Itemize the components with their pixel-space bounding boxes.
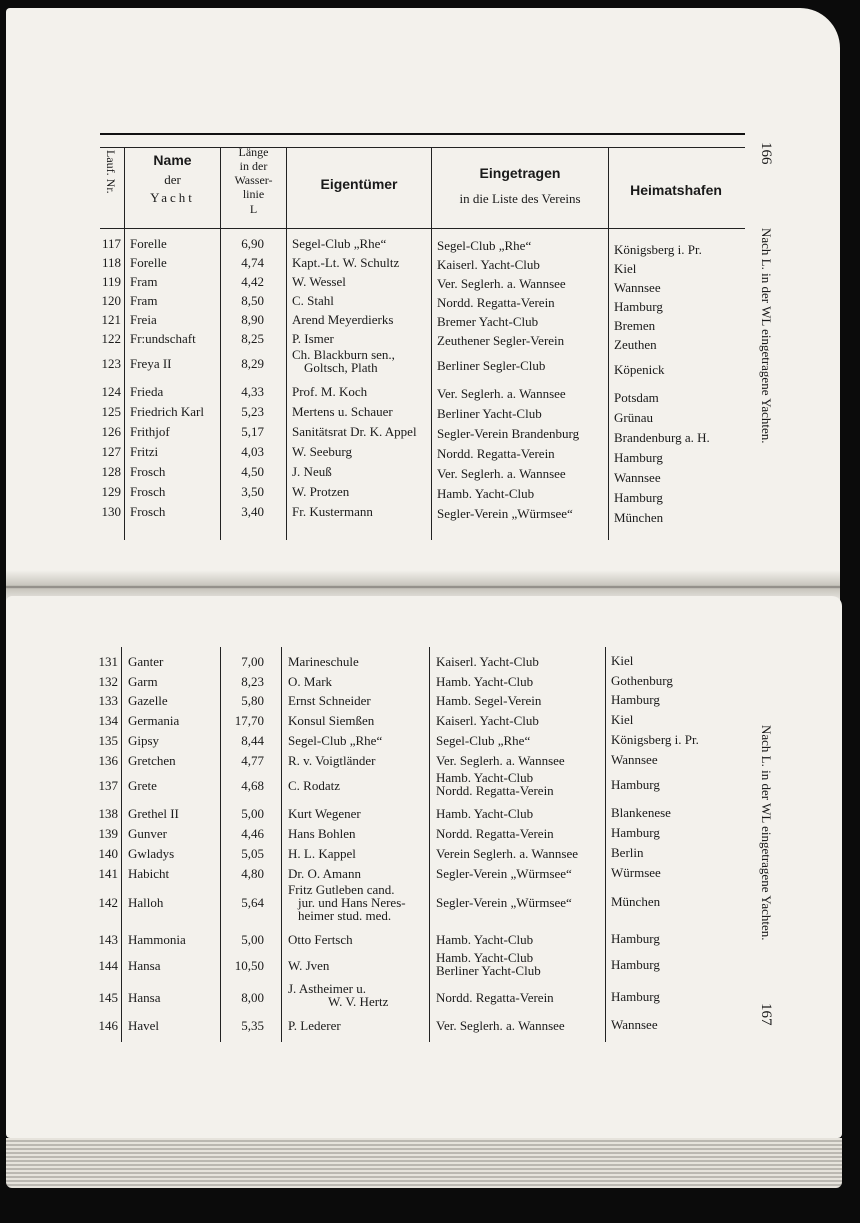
row-number: 145 (98, 990, 118, 1005)
owner-name: Mertens u. Schauer (292, 404, 393, 419)
yacht-name: Fr:undschaft (130, 331, 196, 346)
club-register: Kaiserl. Yacht-Club (437, 257, 540, 272)
club-register: Berliner Segler-Club (437, 358, 546, 373)
waterline-length: 6,90 (241, 236, 264, 251)
waterline-length: 17,70 (234, 713, 264, 728)
row-number: 130 (101, 504, 121, 519)
yacht-name: Freya II (130, 356, 172, 371)
home-port: München (614, 510, 664, 525)
yacht-name: Hammonia (128, 932, 186, 947)
row-number: 141 (98, 866, 118, 881)
yacht-name: Friedrich Karl (130, 404, 205, 419)
club-register: Kaiserl. Yacht-Club (436, 654, 539, 669)
home-port: Köpenick (614, 362, 665, 377)
col-sep (286, 147, 287, 540)
row-number: 139 (98, 826, 118, 841)
club-register: Segel-Club „Rhe“ (436, 733, 531, 748)
yacht-name: Frosch (130, 504, 166, 519)
yacht-name: Gwladys (128, 846, 175, 861)
owner-name-cont: jur. und Hans Neres- (298, 895, 406, 910)
row-number: 124 (101, 384, 121, 399)
row-number: 125 (101, 404, 121, 419)
waterline-length: 4,77 (241, 753, 264, 768)
club-register: Kaiserl. Yacht-Club (436, 713, 539, 728)
owner-name: W. Jven (288, 958, 330, 973)
owner-name: Dr. O. Amann (288, 866, 361, 881)
running-head-bottom: Nach L. in der WL eingetragene Yachten. (759, 725, 774, 941)
waterline-length: 4,03 (241, 444, 264, 459)
club-register: Segel-Club „Rhe“ (437, 238, 532, 253)
row-number: 123 (101, 356, 121, 371)
home-port: Würmsee (611, 865, 661, 880)
yacht-name: Forelle (130, 255, 167, 270)
top-header-rule-bottom (100, 228, 745, 229)
col-sep (429, 647, 430, 1042)
owner-name-cont: Goltsch, Plath (304, 360, 378, 375)
yacht-name: Fritzi (130, 444, 159, 459)
owner-name: P. Lederer (288, 1018, 341, 1033)
yacht-name: Freia (130, 312, 157, 327)
yacht-name: Hansa (128, 990, 161, 1005)
yacht-name: Gretchen (128, 753, 176, 768)
club-register: Nordd. Regatta-Verein (436, 990, 554, 1005)
club-register: Hamb. Segel-Verein (436, 693, 542, 708)
owner-name: W. Seeburg (292, 444, 352, 459)
owner-name: W. Wessel (292, 274, 346, 289)
club-register: Berliner Yacht-Club (437, 406, 542, 421)
row-number: 122 (101, 331, 121, 346)
owner-name: Sanitätsrat Dr. K. Appel (292, 424, 417, 439)
row-number: 121 (101, 312, 121, 327)
header-laenge: in der (239, 159, 268, 173)
club-register-cont: Berliner Yacht-Club (436, 963, 541, 978)
yacht-name: Gipsy (128, 733, 160, 748)
club-register: Segler-Verein „Würmsee“ (436, 895, 572, 910)
owner-name: C. Rodatz (288, 778, 340, 793)
owner-name: Prof. M. Koch (292, 384, 368, 399)
club-register: Ver. Seglerh. a. Wannsee (436, 753, 565, 768)
home-port: Hamburg (611, 777, 660, 792)
owner-name: Konsul Siemßen (288, 713, 375, 728)
yacht-name: Gazelle (128, 693, 168, 708)
home-port: Kiel (611, 653, 634, 668)
waterline-length: 10,50 (234, 958, 264, 973)
yacht-name: Forelle (130, 236, 167, 251)
owner-name: C. Stahl (292, 293, 334, 308)
header-laenge: Wasser- (234, 173, 273, 187)
waterline-length: 5,23 (241, 404, 264, 419)
row-number: 136 (98, 753, 118, 768)
yacht-name: Frosch (130, 484, 166, 499)
row-number: 132 (98, 674, 118, 689)
col-sep (608, 147, 609, 540)
yacht-name: Germania (128, 713, 180, 728)
club-register: Ver. Seglerh. a. Wannsee (437, 386, 566, 401)
row-number: 135 (98, 733, 118, 748)
owner-name: Ernst Schneider (288, 693, 371, 708)
header-eingetragen: Eingetragen (479, 165, 561, 181)
waterline-length: 4,74 (241, 255, 264, 270)
waterline-length: 4,80 (241, 866, 264, 881)
club-register: Nordd. Regatta-Verein (437, 295, 555, 310)
waterline-length: 3,50 (241, 484, 264, 499)
home-port: Kiel (611, 712, 634, 727)
page-number-top: 166 (758, 142, 774, 165)
club-register-cont: Nordd. Regatta-Verein (436, 783, 554, 798)
home-port: Hamburg (614, 490, 663, 505)
col-sep (124, 147, 125, 540)
yacht-name: Fram (130, 293, 158, 308)
home-port: Hamburg (614, 299, 663, 314)
home-port: Wannsee (614, 280, 661, 295)
waterline-length: 5,05 (241, 846, 264, 861)
yacht-name: Frithjof (130, 424, 170, 439)
row-number: 133 (98, 693, 118, 708)
row-number: 127 (101, 444, 121, 459)
yacht-name: Frieda (130, 384, 164, 399)
col-sep (121, 647, 122, 1042)
row-number: 146 (98, 1018, 118, 1033)
owner-name-cont: heimer stud. med. (298, 908, 392, 923)
row-number: 134 (98, 713, 118, 728)
row-number: 142 (98, 895, 118, 910)
row-number: 118 (101, 255, 121, 270)
club-register: Segler-Verein „Würmsee“ (437, 506, 573, 521)
owner-name: Fr. Kustermann (292, 504, 373, 519)
header-eigentuemer: Eigentümer (320, 176, 398, 192)
owner-name: P. Ismer (292, 331, 334, 346)
home-port: Wannsee (614, 470, 661, 485)
header-name: Name (153, 152, 192, 168)
waterline-length: 8,50 (241, 293, 264, 308)
owner-name-cont: W. V. Hertz (328, 994, 389, 1009)
owner-name: Arend Meyerdierks (292, 312, 394, 327)
club-register: Segler-Verein „Würmsee“ (436, 866, 572, 881)
owner-name: Ch. Blackburn sen., (292, 347, 395, 362)
row-number: 129 (101, 484, 121, 499)
home-port: Bremen (614, 318, 656, 333)
owner-name: Segel-Club „Rhe“ (288, 733, 383, 748)
row-number: 137 (98, 778, 118, 793)
owner-name: O. Mark (288, 674, 333, 689)
row-number: 144 (98, 958, 118, 973)
club-register: Bremer Yacht-Club (437, 314, 539, 329)
home-port: Hamburg (614, 450, 663, 465)
header-eingetragen-sub: in die Liste des Vereins (459, 191, 581, 206)
home-port: Grünau (614, 410, 653, 425)
home-port: Wannsee (611, 1017, 658, 1032)
owner-name: R. v. Voigtländer (288, 753, 376, 768)
home-port: Königsberg i. Pr. (614, 242, 702, 257)
waterline-length: 8,44 (241, 733, 264, 748)
home-port: Königsberg i. Pr. (611, 732, 699, 747)
owner-name: Segel-Club „Rhe“ (292, 236, 387, 251)
home-port: Gothenburg (611, 673, 673, 688)
running-head-top: Nach L. in der WL eingetragene Yachten. (759, 228, 774, 444)
row-number: 128 (101, 464, 121, 479)
home-port: Wannsee (611, 752, 658, 767)
club-register: Nordd. Regatta-Verein (437, 446, 555, 461)
row-number: 140 (98, 846, 118, 861)
club-register: Zeuthener Segler-Verein (437, 333, 565, 348)
club-register: Ver. Seglerh. a. Wannsee (437, 276, 566, 291)
home-port: Potsdam (614, 390, 659, 405)
yacht-name: Hansa (128, 958, 161, 973)
club-register: Hamb. Yacht-Club (437, 486, 535, 501)
yacht-name: Habicht (128, 866, 170, 881)
home-port: Hamburg (611, 825, 660, 840)
waterline-length: 5,17 (241, 424, 264, 439)
yacht-name: Havel (128, 1018, 160, 1033)
home-port: Kiel (614, 261, 637, 276)
waterline-length: 4,33 (241, 384, 264, 399)
header-laenge: linie (242, 187, 265, 201)
club-register: Hamb. Yacht-Club (436, 770, 534, 785)
club-register: Hamb. Yacht-Club (436, 932, 534, 947)
col-sep (431, 147, 432, 540)
club-register: Verein Seglerh. a. Wannsee (436, 846, 579, 861)
row-number: 117 (101, 236, 121, 251)
waterline-length: 8,90 (241, 312, 264, 327)
home-port: Zeuthen (614, 337, 657, 352)
waterline-length: 4,46 (241, 826, 264, 841)
waterline-length: 8,00 (241, 990, 264, 1005)
row-number: 143 (98, 932, 118, 947)
col-sep (220, 147, 221, 540)
home-port: Hamburg (611, 931, 660, 946)
owner-name: Hans Bohlen (288, 826, 356, 841)
page-edges (6, 1138, 842, 1188)
waterline-length: 4,50 (241, 464, 264, 479)
owner-name: Otto Fertsch (288, 932, 353, 947)
club-register: Hamb. Yacht-Club (436, 806, 534, 821)
waterline-length: 4,42 (241, 274, 264, 289)
owner-name: J. Neuß (292, 464, 332, 479)
waterline-length: 8,29 (241, 356, 264, 371)
header-laenge: Länge (238, 145, 269, 159)
waterline-length: 5,80 (241, 693, 264, 708)
top-header-rule (100, 133, 745, 135)
waterline-length: 5,00 (241, 932, 264, 947)
home-port: Hamburg (611, 989, 660, 1004)
yacht-name: Gunver (128, 826, 167, 841)
club-register: Ver. Seglerh. a. Wannsee (437, 466, 566, 481)
owner-name: Fritz Gutleben cand. (288, 882, 395, 897)
home-port: München (611, 894, 661, 909)
home-port: Hamburg (611, 692, 660, 707)
row-number: 131 (98, 654, 118, 669)
home-port: Berlin (611, 845, 644, 860)
home-port: Brandenburg a. H. (614, 430, 710, 445)
yacht-name: Garm (128, 674, 158, 689)
owner-name: J. Astheimer u. (288, 981, 366, 996)
yacht-name: Fram (130, 274, 158, 289)
waterline-length: 5,64 (241, 895, 264, 910)
col-sep (605, 647, 606, 1042)
header-laenge: L (249, 202, 258, 216)
waterline-length: 4,68 (241, 778, 264, 793)
yacht-name: Grete (128, 778, 157, 793)
owner-name: W. Protzen (292, 484, 350, 499)
yacht-name: Frosch (130, 464, 166, 479)
top-header-rule-thin (100, 147, 745, 148)
col-sep (281, 647, 282, 1042)
row-number: 138 (98, 806, 118, 821)
waterline-length: 8,25 (241, 331, 264, 346)
header-heimatshafen: Heimatshafen (630, 182, 722, 198)
club-register: Ver. Seglerh. a. Wannsee (436, 1018, 565, 1033)
row-number: 119 (101, 274, 121, 289)
owner-name: Marineschule (288, 654, 359, 669)
home-port: Hamburg (611, 957, 660, 972)
owner-name: Kapt.-Lt. W. Schultz (292, 255, 400, 270)
waterline-length: 8,23 (241, 674, 264, 689)
yacht-name: Grethel II (128, 806, 179, 821)
waterline-length: 3,40 (241, 504, 264, 519)
home-port: Blankenese (611, 805, 671, 820)
header-name-der: der (164, 172, 181, 187)
yacht-name: Ganter (128, 654, 164, 669)
header-name-yacht: Yacht (150, 190, 195, 205)
owner-name: H. L. Kappel (288, 846, 356, 861)
club-register: Nordd. Regatta-Verein (436, 826, 554, 841)
owner-name: Kurt Wegener (288, 806, 361, 821)
waterline-length: 5,35 (241, 1018, 264, 1033)
waterline-length: 5,00 (241, 806, 264, 821)
waterline-length: 7,00 (241, 654, 264, 669)
page-number-bottom: 167 (758, 1003, 774, 1026)
header-lauf-nr: Lauf. Nr. (104, 150, 118, 194)
club-register: Hamb. Yacht-Club (436, 950, 534, 965)
club-register: Hamb. Yacht-Club (436, 674, 534, 689)
col-sep (220, 647, 221, 1042)
yacht-name: Halloh (128, 895, 164, 910)
row-number: 120 (101, 293, 121, 308)
row-number: 126 (101, 424, 121, 439)
club-register: Segler-Verein Brandenburg (437, 426, 580, 441)
